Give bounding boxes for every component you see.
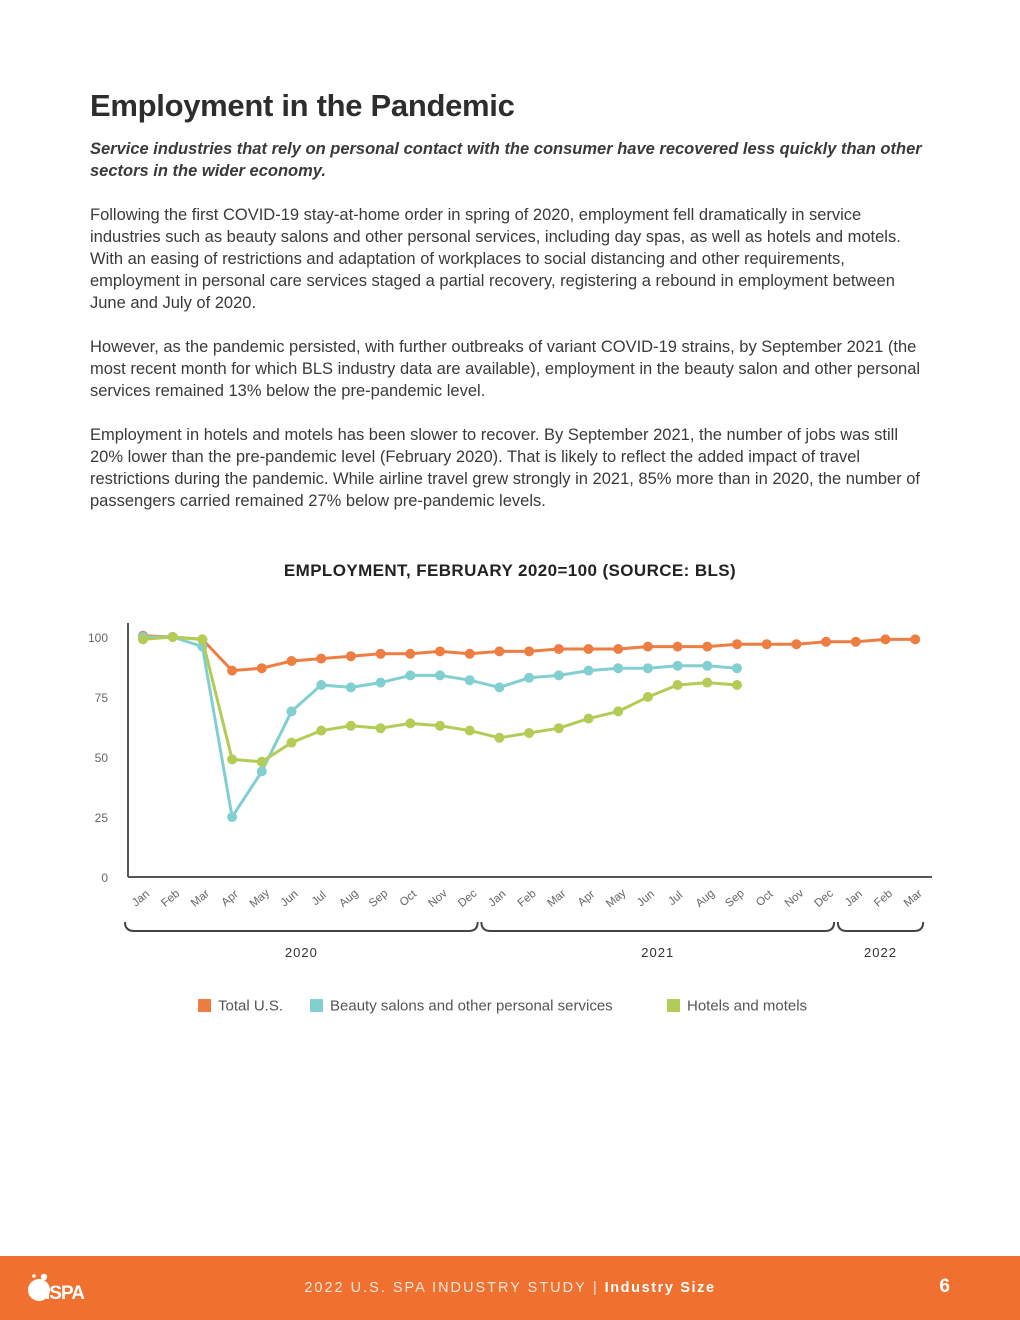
series-1-point xyxy=(554,644,564,654)
series-1-point xyxy=(821,637,831,647)
series-3-point xyxy=(584,714,594,724)
series-2-point xyxy=(732,663,742,673)
series-1-point xyxy=(257,663,267,673)
y-tick-label: 25 xyxy=(94,811,108,825)
year-bracket xyxy=(481,922,834,931)
series-1-point xyxy=(881,634,891,644)
series-1-point xyxy=(435,646,445,656)
series-1-point xyxy=(851,637,861,647)
series-3-point xyxy=(376,723,386,733)
series-1-point xyxy=(673,642,683,652)
series-1-point xyxy=(584,644,594,654)
series-3-point xyxy=(257,757,267,767)
series-1-point xyxy=(910,634,920,644)
x-tick-label: Sep xyxy=(723,887,747,910)
series-2-point xyxy=(643,663,653,673)
x-tick-label: Mar xyxy=(901,887,925,910)
body-paragraph-2: However, as the pandemic persisted, with further outbreaks of variant COVID-19 strains, by September 2021 (the most recent month for which BLS industry data are available), employment in the beauty salon and other personal services remained 13% below the pre-pandemic level. xyxy=(90,338,921,400)
series-1-point xyxy=(376,649,386,659)
series-3-point xyxy=(227,754,237,764)
series-1-point xyxy=(613,644,623,654)
legend-label: Total U.S. xyxy=(218,997,284,1015)
series-3-point xyxy=(673,680,683,690)
x-tick-label: Feb xyxy=(515,887,539,910)
logo-text: ISPA xyxy=(45,1283,84,1304)
x-tick-label: May xyxy=(247,887,273,911)
series-3-point xyxy=(613,706,623,716)
legend-swatch xyxy=(198,999,211,1012)
y-tick-label: 75 xyxy=(94,691,108,705)
series-1-point xyxy=(405,649,415,659)
series-2-point xyxy=(613,663,623,673)
series-2-point xyxy=(346,682,356,692)
series-2-point xyxy=(554,670,564,680)
year-label: 2021 xyxy=(641,945,675,960)
series-2-point xyxy=(702,661,712,671)
y-tick-label: 0 xyxy=(101,871,108,885)
x-tick-label: Dec xyxy=(812,887,836,910)
series-3-point xyxy=(554,723,564,733)
series-1-point xyxy=(316,654,326,664)
x-tick-label: May xyxy=(604,887,629,911)
series-1-point xyxy=(494,646,504,656)
body-paragraph-3: Employment in hotels and motels has been slower to recover. By September 2021, the number of jobs was still 20% lower than the pre-pandemic level (February 2020). That is likely to reflect the added impact of travel restrictions during the pandemic. While airline travel grew strongly in 2021, 85% more than in 2020, the number of passengers carried remained 27% below pre-pandemic levels. xyxy=(90,426,921,510)
article xyxy=(90,84,930,512)
chart-canvas xyxy=(60,555,960,1035)
footer-separator: | xyxy=(592,1280,599,1296)
x-tick-label: Mar xyxy=(189,887,212,910)
x-tick-label: Jul xyxy=(666,889,686,909)
series-3-point xyxy=(405,718,415,728)
x-tick-label: Apr xyxy=(219,888,241,910)
series-1-point xyxy=(762,639,772,649)
x-tick-label: Feb xyxy=(872,887,896,910)
footer-study: 2022 U.S. SPA INDUSTRY STUDY xyxy=(304,1280,587,1296)
legend-label: Beauty salons and other personal services xyxy=(330,997,613,1015)
lead-paragraph: Service industries that rely on personal contact with the consumer have recovered less quickly than other sectors in the wider economy. xyxy=(90,140,922,180)
x-tick-label: Mar xyxy=(545,887,569,910)
series-3-point xyxy=(346,721,356,731)
series-2-point xyxy=(376,678,386,688)
year-bracket xyxy=(838,922,923,931)
x-tick-label: Oct xyxy=(754,888,776,910)
year-bracket xyxy=(125,922,478,931)
footer-title xyxy=(0,1280,1020,1296)
x-tick-label: Feb xyxy=(159,887,183,910)
series-3-point xyxy=(435,721,445,731)
series-1-point xyxy=(465,649,475,659)
x-tick-label: Nov xyxy=(782,887,807,910)
y-tick-label: 50 xyxy=(94,751,108,765)
series-2-point xyxy=(524,673,534,683)
series-1-point xyxy=(702,642,712,652)
x-tick-label: Jan xyxy=(842,888,865,910)
series-1-point xyxy=(227,666,237,676)
series-3-point xyxy=(197,634,207,644)
page-number: 6 xyxy=(939,1276,950,1297)
series-3-point xyxy=(465,726,475,736)
legend-swatch xyxy=(310,999,323,1012)
x-tick-label: Aug xyxy=(693,887,718,910)
legend-swatch xyxy=(667,999,680,1012)
chart-title: EMPLOYMENT, FEBRUARY 2020=100 (SOURCE: BLS) xyxy=(283,561,737,580)
series-1-point xyxy=(791,639,801,649)
series-1-point xyxy=(287,656,297,666)
series-3-point xyxy=(494,733,504,743)
series-2-point xyxy=(287,706,297,716)
series-3-point xyxy=(524,728,534,738)
x-tick-label: Oct xyxy=(397,888,420,910)
series-3-point xyxy=(138,634,148,644)
x-tick-label: Aug xyxy=(337,887,361,910)
series-2-point xyxy=(227,812,237,822)
series-2-point xyxy=(673,661,683,671)
page-footer xyxy=(0,1256,1020,1320)
series-2-point xyxy=(405,670,415,680)
series-2-point xyxy=(257,766,267,776)
series-2-point xyxy=(494,682,504,692)
series-3-point xyxy=(287,738,297,748)
series-1-point xyxy=(346,651,356,661)
x-tick-label: Sep xyxy=(366,887,391,910)
legend-label: Hotels and motels xyxy=(687,997,808,1015)
series-1-point xyxy=(732,639,742,649)
series-1-point xyxy=(524,646,534,656)
series-3-point xyxy=(732,680,742,690)
year-label: 2020 xyxy=(284,945,318,960)
body-paragraph-1: Following the first COVID-19 stay-at-home order in spring of 2020, employment fell dramatically in service industries such as beauty salons and other personal services, including day spas, as well as hotels and motels. With an easing of restrictions and adaptation of workplaces to social distancing and other requirements, employment in personal care services staged a partial recovery, registering a rebound in employment between June and July of 2020. xyxy=(90,206,901,312)
series-1-point xyxy=(643,642,653,652)
x-tick-label: Jun xyxy=(635,888,657,910)
series-3-point xyxy=(643,692,653,702)
x-tick-label: Apr xyxy=(575,888,598,910)
page-title: Employment in the Pandemic xyxy=(90,88,515,123)
x-tick-label: Jan xyxy=(130,888,153,910)
footer-section: Industry Size xyxy=(604,1280,716,1296)
series-2-point xyxy=(465,675,475,685)
y-tick-label: 100 xyxy=(87,631,108,645)
series-3-point xyxy=(316,726,326,736)
x-tick-label: Jul xyxy=(309,889,329,909)
x-tick-label: Jan xyxy=(486,888,509,910)
series-3-point xyxy=(702,678,712,688)
series-3-point xyxy=(168,632,178,642)
series-2-point xyxy=(435,670,445,680)
year-label: 2022 xyxy=(864,945,897,960)
x-tick-label: Nov xyxy=(426,887,450,910)
x-tick-label: Jun xyxy=(278,888,301,910)
x-tick-label: Dec xyxy=(456,887,480,910)
series-2-point xyxy=(316,680,326,690)
series-2-point xyxy=(584,666,594,676)
employment-chart xyxy=(60,555,960,1035)
